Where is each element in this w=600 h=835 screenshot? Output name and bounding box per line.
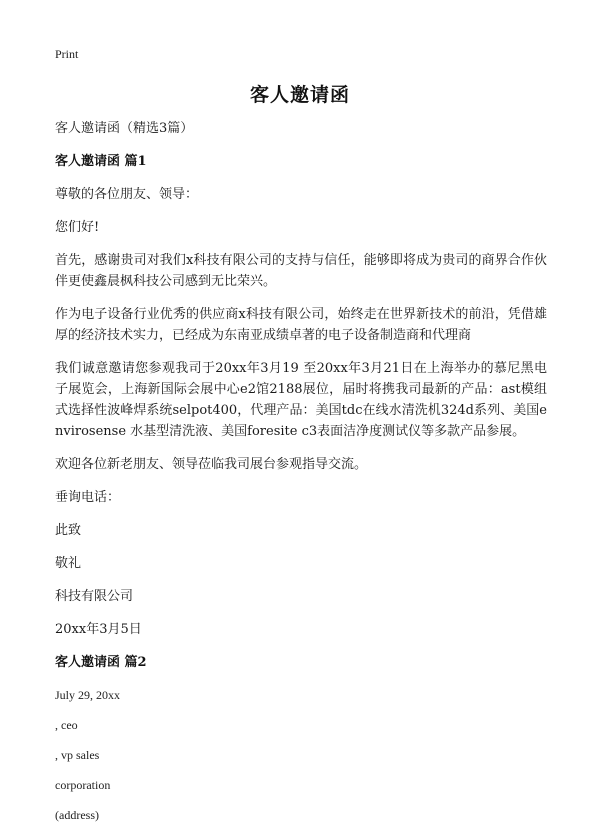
- letter-date: 20xx年3月5日: [55, 622, 142, 637]
- section2-line-corporation: corporation: [55, 778, 111, 792]
- section2-date: July 29, 20xx: [55, 688, 121, 702]
- paragraph-2: 作为电子设备行业优秀的供应商x科技有限公司，始终走在世界新技术的前沿，凭借雄厚的经济技术实力，已经成为东南亚成绩卓著的电子设备制造商和代理商: [55, 307, 547, 343]
- section1-heading: 客人邀请函 篇1: [55, 154, 147, 169]
- closing-line-2: 敬礼: [55, 556, 82, 571]
- print-label: Print: [55, 47, 79, 61]
- salutation: 尊敬的各位朋友、领导：: [55, 187, 199, 202]
- greeting: 您们好!: [55, 220, 100, 235]
- paragraph-1: 首先，感谢贵司对我们x科技有限公司的支持与信任，能够即将成为贵司的商界合作伙伴更使鑫晨枫科技公司感到无比荣兴。: [55, 253, 547, 289]
- phone-line: 垂询电话：: [55, 490, 121, 505]
- section2-line-ceo: , ceo: [55, 718, 78, 732]
- paragraph-4: 欢迎各位新老朋友、领导莅临我司展台参观指导交流。: [55, 457, 368, 472]
- section2-line-vp: , vp sales: [55, 748, 100, 762]
- document-body: [55, 118, 547, 835]
- section2-line-address: (address): [55, 808, 99, 822]
- section2-heading: 客人邀请函 篇2: [55, 655, 147, 670]
- paragraph-3: 我们诚意邀请您参观我司于20xx年3月19 至20xx年3月21日在上海举办的慕尼黑电子展览会，上海新国际会展中心e2馆2188展位，届时将携我司最新的产品：ast模组式选择性波峰焊系统selpot400，代理产品：美国tdc在线水清洗机324d系列、美国envirosense 水基型清洗液、美国foresite c3表面洁净度测试仪等多款产品参展。: [55, 361, 547, 439]
- company-name: 科技有限公司: [55, 589, 134, 604]
- intro-line: 客人邀请函（精选3篇）: [55, 121, 194, 136]
- closing-line-1: 此致: [55, 523, 82, 538]
- page-title: 客人邀请函: [249, 84, 350, 106]
